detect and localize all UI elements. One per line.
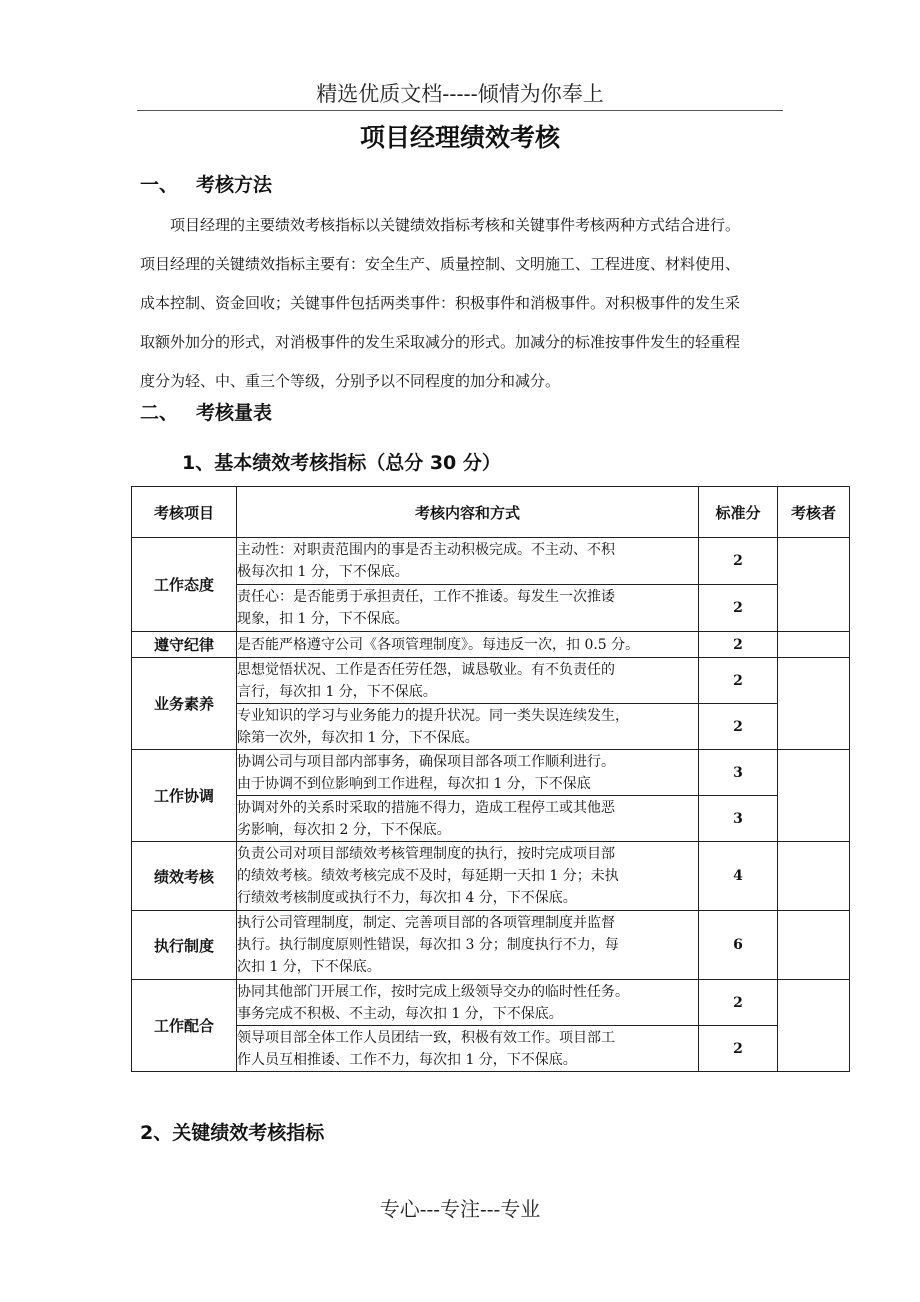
table-row bbox=[132, 911, 850, 980]
subsection-1-heading: 1、基本绩效考核指标（总分 30 分） bbox=[182, 452, 501, 474]
content-line: 的绩效考核。绩效考核完成不及时，每延期一天扣 1 分；未执 bbox=[237, 868, 619, 884]
paragraph-line: 取额外加分的形式，对消极事件的发生采取减分的形式。加减分的标准按事件发生的轻重程 bbox=[140, 333, 741, 351]
content-line: 行绩效考核制度或执行不力，每次扣 4 分，下不保底。 bbox=[237, 890, 577, 906]
header-cell-score: 标准分 bbox=[699, 487, 778, 538]
content-cell bbox=[237, 750, 699, 796]
content-line: 是否能严格遵守公司《各项管理制度》。每违反一次，扣 0.5 分。 bbox=[237, 636, 640, 653]
paragraph-line: 度分为轻、中、重三个等级，分别予以不同程度的加分和减分。 bbox=[140, 372, 561, 390]
content-line: 负责公司对项目部绩效考核管理制度的执行，按时完成项目部 bbox=[237, 846, 615, 862]
section-1-number: 一、 bbox=[140, 174, 179, 196]
paragraph-line: 项目经理的关键绩效指标主要有：安全生产、质量控制、文明施工、工程进度、材料使用、 bbox=[140, 255, 741, 273]
content-line: 次扣 1 分，下不保底。 bbox=[237, 959, 381, 975]
score-cell: 6 bbox=[699, 911, 778, 980]
category-cell: 工作协调 bbox=[132, 750, 237, 842]
table-row bbox=[132, 796, 850, 842]
header-cell-content: 考核内容和方式 bbox=[237, 487, 699, 538]
content-line: 除第一次外，每次扣 1 分，下不保底。 bbox=[237, 729, 479, 746]
table-row bbox=[132, 1026, 850, 1072]
category-cell: 工作态度 bbox=[132, 538, 237, 632]
section-1-paragraph bbox=[140, 206, 800, 401]
table-row bbox=[132, 980, 850, 1026]
content-line: 领导项目部全体工作人员团结一致，积极有效工作。项目部工 bbox=[237, 1029, 615, 1046]
content-cell bbox=[237, 704, 699, 750]
document-title: 项目经理绩效考核 bbox=[359, 123, 560, 152]
assessor-cell[interactable] bbox=[778, 538, 850, 632]
content-line: 由于协调不到位影响到工作进程，每次扣 1 分，下不保底 bbox=[237, 775, 591, 792]
category-cell: 执行制度 bbox=[132, 911, 237, 980]
score-cell: 3 bbox=[699, 750, 778, 796]
kpi-table bbox=[131, 486, 850, 1072]
score-cell: 2 bbox=[699, 980, 778, 1026]
score-cell: 2 bbox=[699, 632, 778, 658]
page-header: 精选优质文档-----倾情为你奉上 bbox=[137, 78, 783, 111]
category-cell: 绩效考核 bbox=[132, 842, 237, 911]
category-cell: 遵守纪律 bbox=[132, 632, 237, 658]
content-line: 事务完成不积极、不主动，每次扣 1 分，下不保底。 bbox=[237, 1005, 563, 1022]
section-1-title: 考核方法 bbox=[196, 174, 273, 196]
content-line: 言行，每次扣 1 分，下不保底。 bbox=[237, 683, 437, 700]
header-cell-assessor: 考核者 bbox=[778, 487, 850, 538]
score-cell: 2 bbox=[699, 538, 778, 585]
content-line: 思想觉悟状况、工作是否任劳任怨，诚恳敬业。有不负责任的 bbox=[237, 661, 615, 678]
category-cell: 工作配合 bbox=[132, 980, 237, 1072]
assessor-cell[interactable] bbox=[778, 658, 850, 750]
content-line: 作人员互相推诿、工作不力，每次扣 1 分，下不保底。 bbox=[237, 1051, 577, 1068]
content-cell bbox=[237, 632, 699, 658]
table-row bbox=[132, 842, 850, 911]
content-line: 极每次扣 1 分，下不保底。 bbox=[237, 564, 409, 580]
content-line: 协调公司与项目部内部事务，确保项目部各项工作顺利进行。 bbox=[237, 753, 615, 770]
assessor-cell[interactable] bbox=[778, 750, 850, 842]
paragraph-line: 项目经理的主要绩效考核指标以关键绩效指标考核和关键事件考核两种方式结合进行。 bbox=[170, 216, 741, 234]
content-line: 执行。执行制度原则性错误，每次扣 3 分；制度执行不力，每 bbox=[237, 937, 619, 953]
header-cell-item: 考核项目 bbox=[132, 487, 237, 538]
table-row bbox=[132, 632, 850, 658]
table-row bbox=[132, 658, 850, 704]
content-line: 专业知识的学习与业务能力的提升状况。同一类失误连续发生， bbox=[237, 707, 629, 724]
content-cell bbox=[237, 842, 699, 911]
content-line: 协调对外的关系时采取的措施不得力，造成工程停工或其他恶 bbox=[237, 799, 615, 816]
content-line: 执行公司管理制度，制定、完善项目部的各项管理制度并监督 bbox=[237, 915, 615, 931]
content-line: 责任心：是否能勇于承担责任，工作不推诿。每发生一次推诿 bbox=[237, 589, 615, 605]
subsection-2-heading: 2、关键绩效考核指标 bbox=[140, 1122, 325, 1144]
score-cell: 2 bbox=[699, 658, 778, 704]
content-cell bbox=[237, 1026, 699, 1072]
score-cell: 3 bbox=[699, 796, 778, 842]
score-cell: 4 bbox=[699, 842, 778, 911]
table-row bbox=[132, 704, 850, 750]
score-cell: 2 bbox=[699, 704, 778, 750]
category-cell: 业务素养 bbox=[132, 658, 237, 750]
score-cell: 2 bbox=[699, 1026, 778, 1072]
assessor-cell[interactable] bbox=[778, 911, 850, 980]
content-cell bbox=[237, 585, 699, 632]
page-footer: 专心---专注---专业 bbox=[379, 1197, 541, 1221]
table-row bbox=[132, 538, 850, 585]
content-line: 协同其他部门开展工作，按时完成上级领导交办的临时性任务。 bbox=[237, 983, 629, 1000]
content-cell bbox=[237, 911, 699, 980]
table-row bbox=[132, 585, 850, 632]
assessor-cell[interactable] bbox=[778, 842, 850, 911]
content-cell bbox=[237, 538, 699, 585]
table-row bbox=[132, 750, 850, 796]
assessor-cell[interactable] bbox=[778, 632, 850, 658]
content-line: 主动性：对职责范围内的事是否主动积极完成。不主动、不积 bbox=[237, 542, 615, 558]
section-1-heading bbox=[140, 170, 272, 200]
content-line: 劣影响，每次扣 2 分，下不保底。 bbox=[237, 821, 451, 838]
paragraph-line: 成本控制、资金回收；关键事件包括两类事件：积极事件和消极事件。对积极事件的发生采 bbox=[140, 294, 741, 312]
score-cell: 2 bbox=[699, 585, 778, 632]
section-2-title: 考核量表 bbox=[196, 402, 273, 424]
section-2-number: 二、 bbox=[140, 402, 179, 424]
content-line: 现象，扣 1 分，下不保底。 bbox=[237, 611, 409, 627]
content-cell bbox=[237, 658, 699, 704]
table-header-row bbox=[132, 487, 850, 538]
assessor-cell[interactable] bbox=[778, 980, 850, 1072]
section-2-heading bbox=[140, 398, 272, 428]
content-cell bbox=[237, 796, 699, 842]
content-cell bbox=[237, 980, 699, 1026]
